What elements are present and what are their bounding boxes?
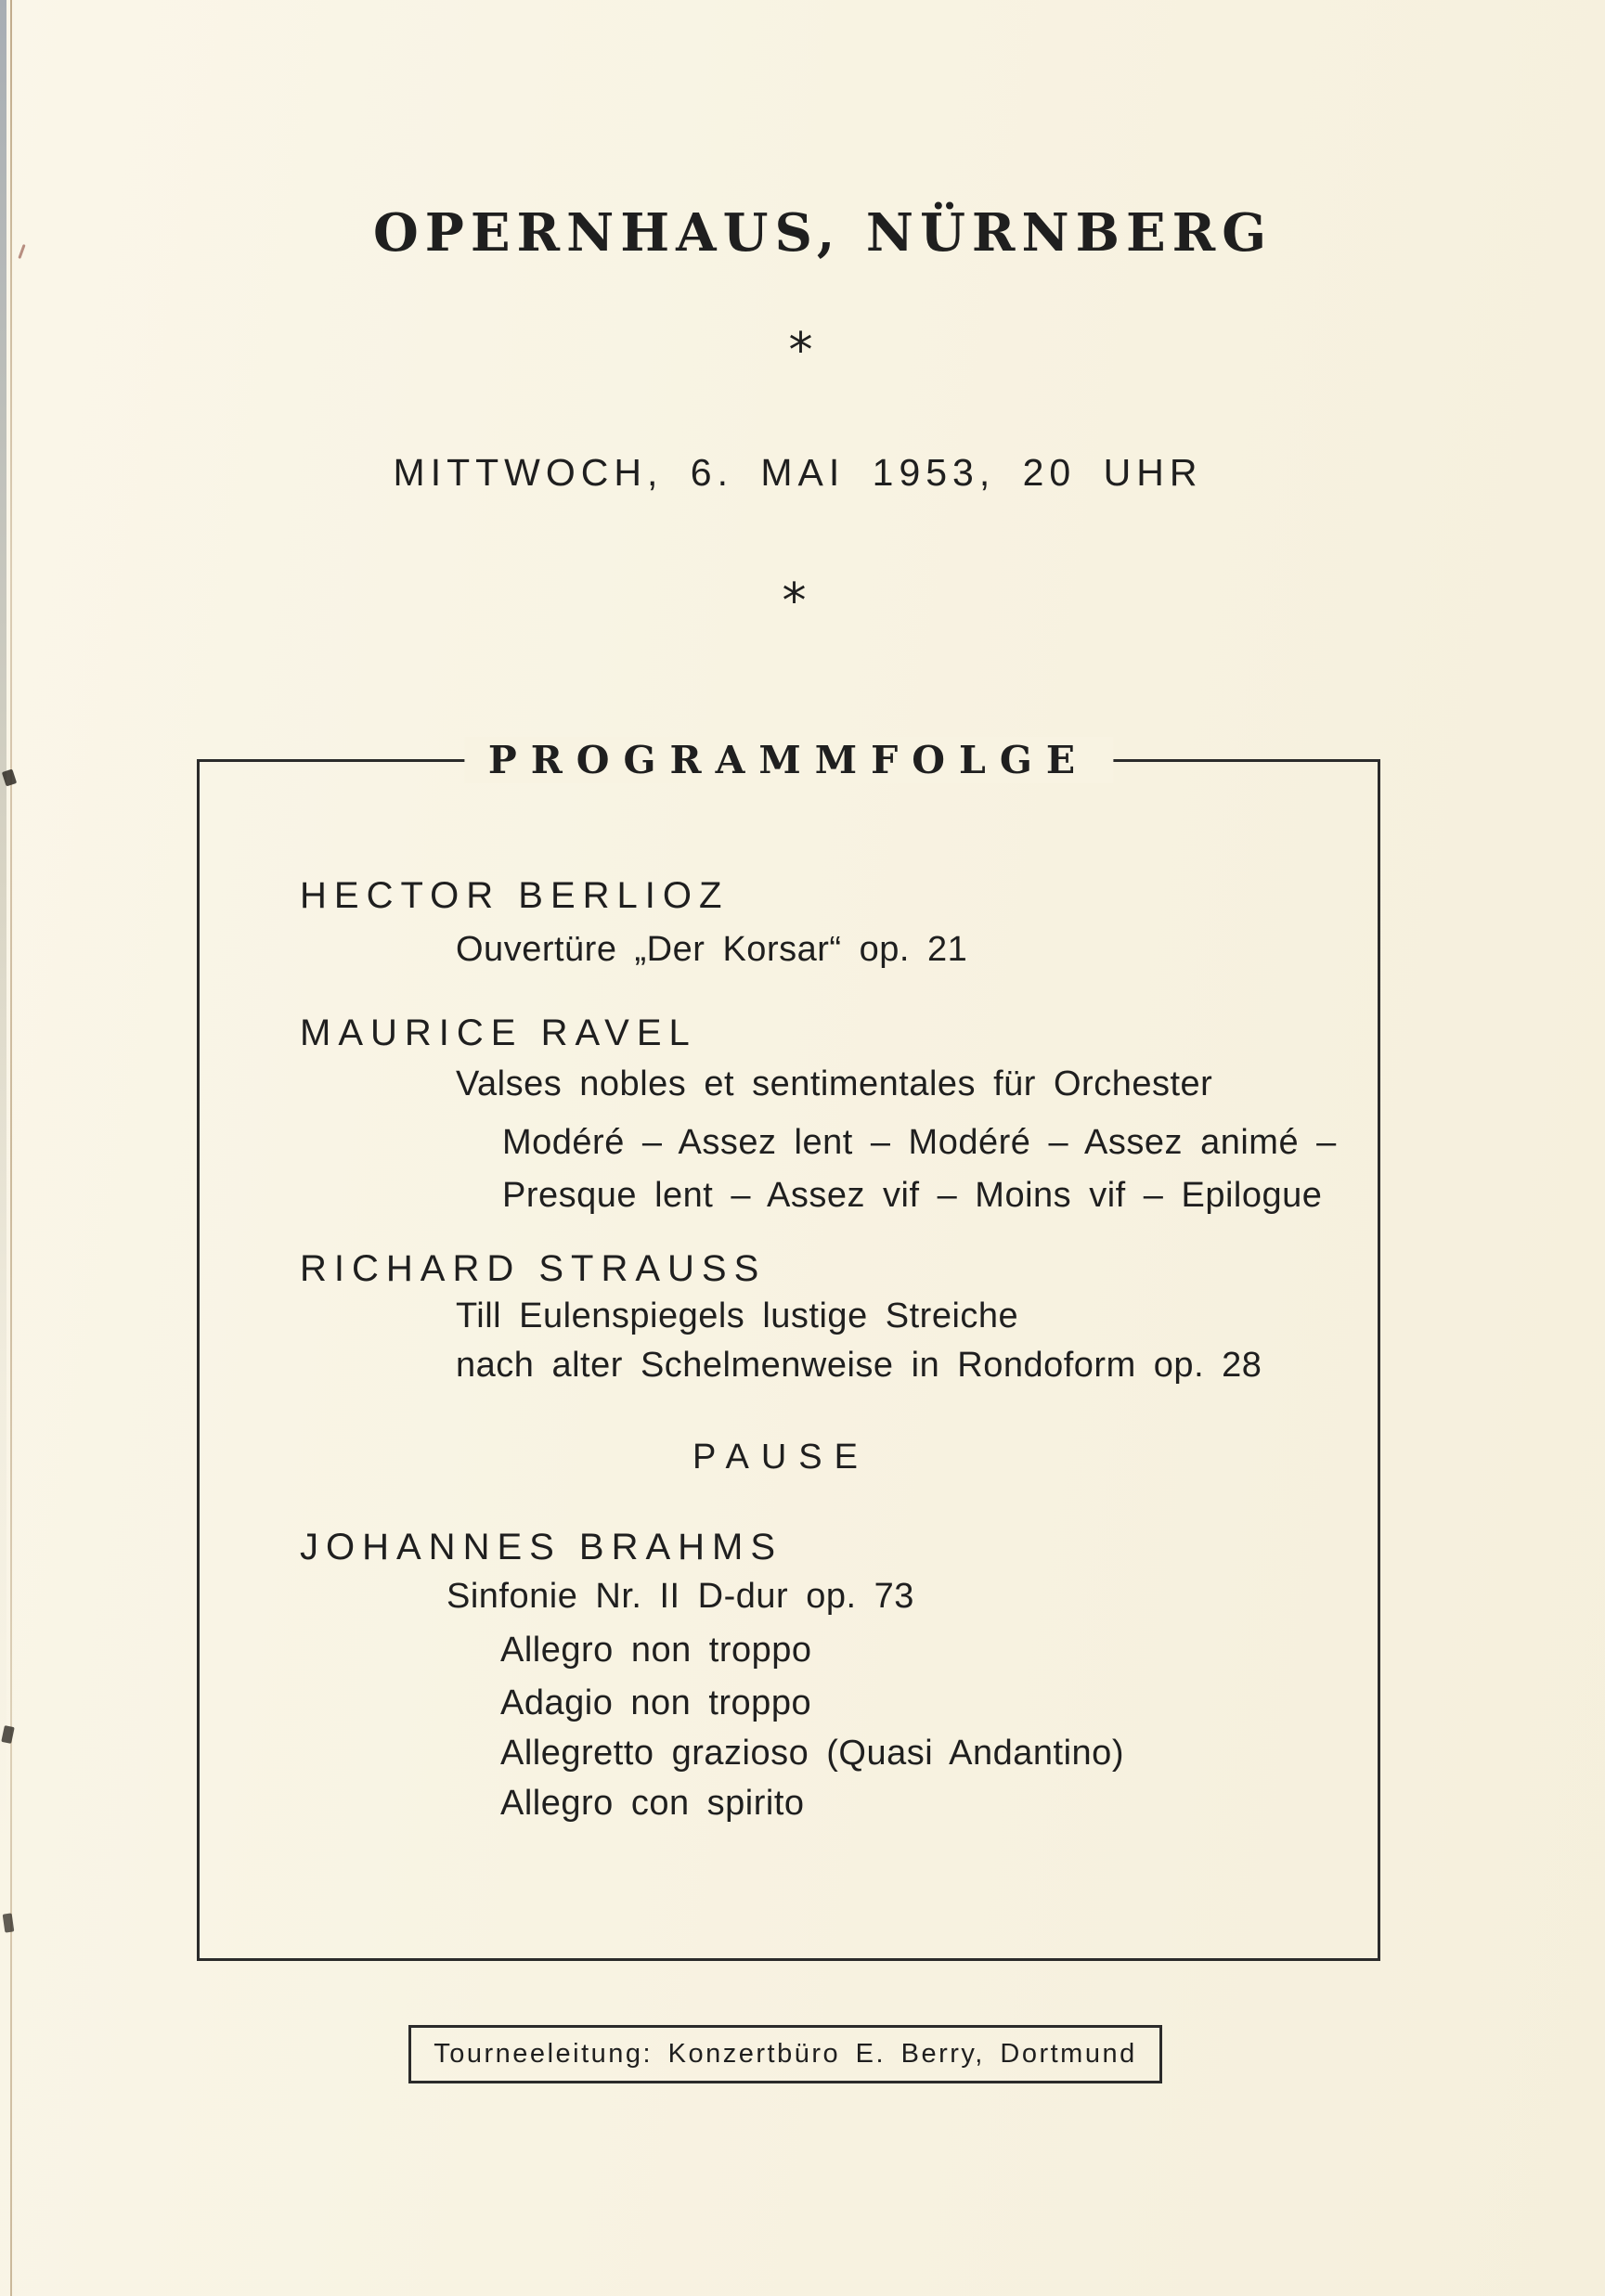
- pause-label: PAUSE: [692, 1438, 870, 1477]
- movement-line: Allegro non troppo: [500, 1631, 812, 1670]
- binding-mark: [1, 1725, 15, 1744]
- venue-title: OPERNHAUS, NÜRNBERG: [372, 202, 1274, 264]
- separator-star: *: [788, 323, 813, 379]
- separator-star: *: [782, 574, 807, 629]
- movement-line: Allegro con spirito: [500, 1784, 805, 1823]
- program-box: [197, 738, 1380, 1961]
- movement-line: Presque lent – Assez vif – Moins vif – Epilogue: [502, 1176, 1323, 1215]
- tour-management-text: Tourneeleitung: Konzertbüro E. Berry, Dortmund: [434, 2039, 1137, 2069]
- event-date-line: MITTWOCH, 6. MAI 1953, 20 UHR: [393, 451, 1203, 494]
- composer-name-strauss: RICHARD STRAUSS: [300, 1248, 767, 1289]
- binding-mark: [3, 1913, 15, 1932]
- work-title-ravel: Valses nobles et sentimentales für Orchester: [456, 1064, 1213, 1103]
- tour-management-box: [408, 2025, 1162, 2083]
- composer-name-brahms: JOHANNES BRAHMS: [300, 1527, 783, 1567]
- work-title-brahms: Sinfonie Nr. II D-dur op. 73: [447, 1577, 914, 1616]
- program-box-title: PROGRAMMFOLGE: [464, 737, 1113, 783]
- movement-line: Allegretto grazioso (Quasi Andantino): [500, 1734, 1124, 1773]
- work-title-berlioz: Ouvertüre „Der Korsar“ op. 21: [456, 930, 968, 969]
- composer-name-berlioz: HECTOR BERLIOZ: [300, 875, 730, 916]
- movement-line: Modéré – Assez lent – Modéré – Assez animé –: [502, 1123, 1337, 1162]
- work-subtitle-strauss: nach alter Schelmenweise in Rondoform op. 28: [456, 1346, 1262, 1385]
- movement-line: Adagio non troppo: [500, 1683, 812, 1722]
- work-title-strauss: Till Eulenspiegels lustige Streiche: [456, 1296, 1019, 1335]
- composer-name-ravel: MAURICE RAVEL: [300, 1013, 697, 1053]
